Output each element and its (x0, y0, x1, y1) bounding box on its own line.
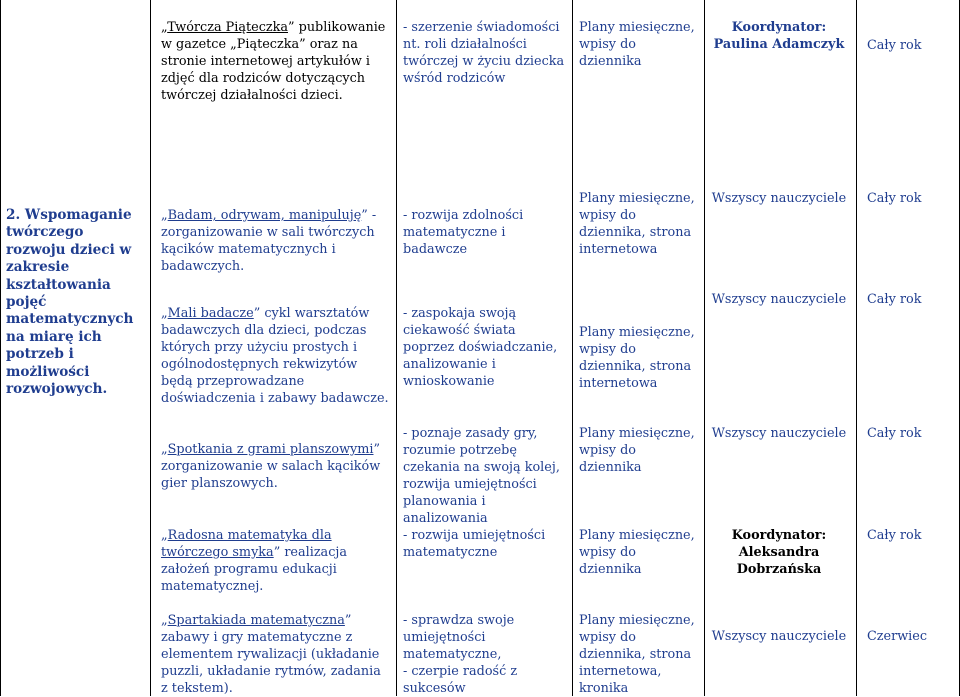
area-title-cell (6, 207, 147, 398)
responsible-cell (706, 628, 852, 645)
activity-title: Spotkania z grami planszowymi (167, 442, 374, 457)
documentation-cell (579, 190, 699, 258)
goal-text: - rozwija zdolności matematyczne i badawcze (403, 208, 524, 257)
documentation-text: Plany miesięczne, wpisy do dziennika (579, 426, 695, 475)
goal-cell (403, 425, 568, 527)
responsible-text: Wszyscy nauczyciele (711, 191, 847, 206)
table-rule (856, 0, 857, 696)
activity-description: zorganizowanie w salach kącików gier planszowych. (161, 459, 381, 491)
goal-cell (403, 527, 568, 561)
responsible-cell (706, 190, 852, 207)
activity-description: - zorganizowanie w sali twórczych kącików matematycznych i badawczych. (161, 208, 377, 274)
activity-title: Spartakiada matematyczna (167, 613, 345, 628)
activity-title: Badam, odrywam, manipuluję (167, 208, 362, 223)
documentation-text: Plany miesięczne, wpisy do dziennika, strona internetowa, kronika (579, 613, 695, 696)
goal-text: - zaspokaja swoją ciekawość świata poprzez doświadczanie, analizowanie i wnioskowanie (403, 306, 558, 389)
activity-cell: „Radosna matematyka dla twórczego smyka” realizacja założeń programu edukacji matematycznej. (161, 528, 347, 594)
activity-description: realizacja założeń programu edukacji matematycznej. (161, 545, 347, 594)
coordinator-label: Koordynator: (731, 20, 827, 35)
term-text: Czerwiec (867, 629, 928, 644)
coordinator-label: Koordynator: (731, 528, 827, 543)
documentation-text: Plany miesięczne, wpisy do dziennika (579, 528, 695, 577)
term-cell (867, 628, 957, 645)
coordinator-name: Paulina Adamczyk (713, 37, 845, 52)
responsible-cell (706, 425, 852, 442)
goal-text: - poznaje zasady gry, rozumie potrzebę czekania na swoją kolej, rozwija umiejętności planowania i analizowania (403, 426, 560, 526)
documentation-text: Plany miesięczne, wpisy do dziennika (579, 20, 695, 69)
activity-description: publikowanie w gazetce „Piąteczka” oraz na stronie internetowej artykułów i zdjęć dla rodziców dotyczących twórczej działalności dzieci. (161, 20, 386, 103)
goal-text: - szerzenie świadomości nt. roli działalności twórczej w życiu dziecka wśród rodziców (403, 20, 565, 86)
term-cell (867, 291, 957, 308)
term-text: Cały rok (867, 38, 922, 53)
documentation-cell (579, 527, 699, 578)
table-rule (0, 0, 1, 696)
term-cell (867, 527, 957, 544)
table-rule (396, 0, 397, 696)
table-rule (704, 0, 705, 696)
goal-cell (403, 612, 568, 697)
activity-cell: „Badam, odrywam, manipuluję” - zorganizowanie w sali twórczych kącików matematycznych i badawczych. (161, 208, 377, 274)
responsible-text: Wszyscy nauczyciele (711, 629, 847, 644)
activity-description: cykl warsztatów badawczych dla dzieci, podczas których przy użyciu prostych i ogólnodostępnych rekwizytów będą przeprowadzane doświadczenia i zabawy badawcze. (161, 306, 389, 406)
table-rule (150, 0, 151, 696)
term-text: Cały rok (867, 528, 922, 543)
responsible-cell (706, 527, 852, 578)
term-text: Cały rok (867, 292, 922, 307)
term-cell (867, 37, 957, 54)
documentation-cell (579, 425, 699, 476)
activity-title: Twórcza Piąteczka (167, 20, 288, 35)
goal-text: - czerpie radość z sukcesów (403, 664, 518, 696)
activity-title: Mali badacze (167, 306, 254, 321)
term-text: Cały rok (867, 191, 922, 206)
goal-cell (403, 19, 568, 87)
coordinator-name: Aleksandra Dobrzańska (736, 545, 822, 577)
activity-cell: „Spartakiada matematyczna” zabawy i gry matematyczne z elementem rywalizacji (układanie puzzli, układanie rytmów, zadania z tekstem). (161, 613, 381, 696)
responsible-cell (706, 19, 852, 53)
activity-cell: „Twórcza Piąteczka” publikowanie w gazetce „Piąteczka” oraz na stronie internetowej artykułów i zdjęć dla rodziców dotyczących twórczej działalności dzieci. (161, 20, 386, 103)
activity-cell: „Mali badacze” cykl warsztatów badawczych dla dzieci, podczas których przy użyciu prostych i ogólnodostępnych rekwizytów będą przeprowadzane doświadczenia i zabawy badawcze. (161, 306, 389, 406)
activity-description: zabawy i gry matematyczne z elementem rywalizacji (układanie puzzli, układanie rytmów, zadania z tekstem). (161, 630, 381, 696)
goal-text: - rozwija umiejętności matematyczne (403, 528, 546, 560)
activity-cell: „Spotkania z grami planszowymi” zorganizowanie w salach kącików gier planszowych. (161, 442, 381, 491)
goal-cell (403, 305, 568, 390)
goal-text: - sprawdza swoje umiejętności matematyczne, (403, 613, 515, 662)
term-text: Cały rok (867, 426, 922, 441)
goal-cell (403, 207, 568, 258)
table-rule (572, 0, 573, 696)
responsible-text: Wszyscy nauczyciele (711, 292, 847, 307)
activity-title: Radosna matematyka dla twórczego smyka (161, 528, 332, 560)
responsible-cell (706, 291, 852, 308)
term-cell (867, 425, 957, 442)
responsible-text: Wszyscy nauczyciele (711, 426, 847, 441)
documentation-cell (579, 19, 699, 70)
documentation-cell (579, 324, 699, 392)
term-cell (867, 190, 957, 207)
documentation-text: Plany miesięczne, wpisy do dziennika, strona internetowa (579, 191, 695, 257)
area-title: 2. Wspomaganie twórczego rozwoju dzieci w zakresie kształtowania pojęć matematycznych na miarę ich potrzeb i możliwości rozwojowych. (6, 207, 134, 398)
documentation-text: Plany miesięczne, wpisy do dziennika, strona internetowa (579, 325, 695, 391)
documentation-cell (579, 612, 699, 697)
